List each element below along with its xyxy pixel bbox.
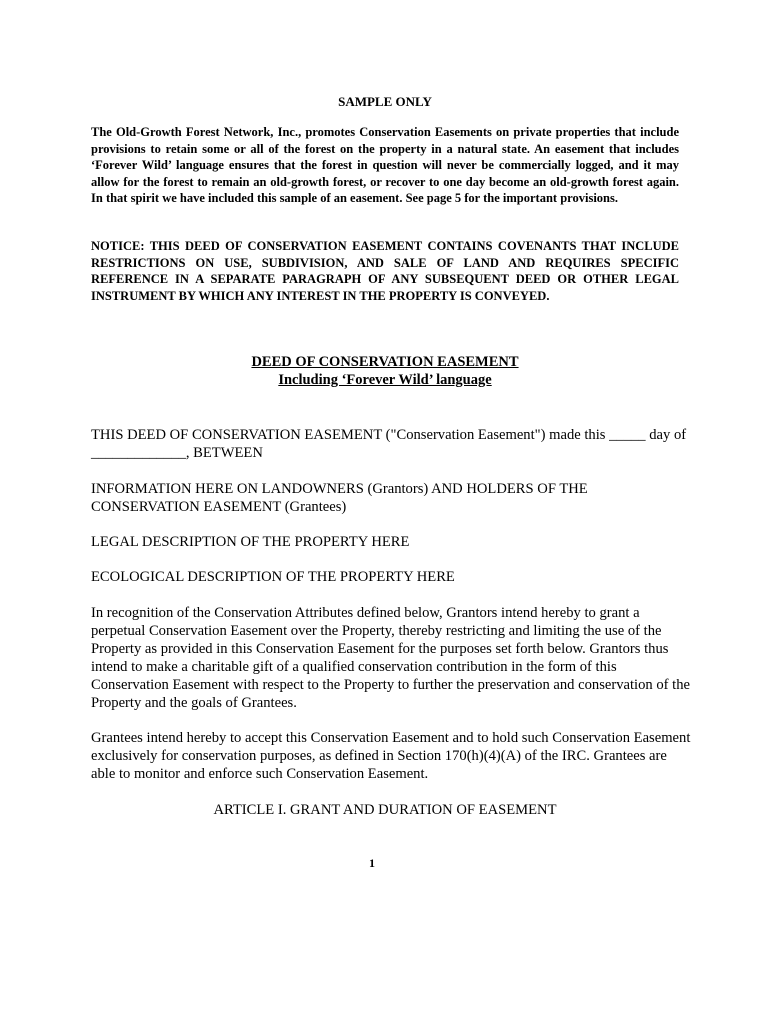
notice-paragraph: NOTICE: THIS DEED OF CONSERVATION EASEMENT CONTAINS COVENANTS THAT INCLUDE RESTRICTIONS ON USE, SUBDIVISION, AND SALE OF LAND AND REQUIRES SPECIFIC REFERENCE IN A SEPARATE PARAGRAPH OF ANY SUBSEQUENT DEED OR OTHER LEGAL INSTRUMENT BY WHICH ANY INTEREST IN THE PROPERTY IS CONVEYED.	[91, 239, 679, 303]
information-paragraph: INFORMATION HERE ON LANDOWNERS (Grantors) AND HOLDERS OF THE CONSERVATION EASEMENT (Grantees)	[91, 481, 588, 515]
recognition-paragraph: In recognition of the Conservation Attributes defined below, Grantors intend hereby to grant a perpetual Conservation Easement over the Property, thereby restricting and limiting the use of the Property as provided in this Conservation Easement for the purposes set forth below. Grantors thus intend to make a charitable gift of a qualified conservation contribution in the form of this Conservation Easement with respect to the Property to further the preservation and conservation of the Property and the goals of Grantees.	[91, 605, 690, 711]
deed-title: DEED OF CONSERVATION EASEMENT	[251, 354, 519, 370]
deed-subtitle: Including ‘Forever Wild’ language	[278, 372, 492, 388]
ecological-description-paragraph: ECOLOGICAL DESCRIPTION OF THE PROPERTY HERE	[91, 569, 455, 585]
page-number: 1	[369, 856, 375, 870]
this-deed-paragraph: THIS DEED OF CONSERVATION EASEMENT ("Conservation Easement") made this _____ day of _____________, BETWEEN	[91, 427, 687, 461]
legal-description-paragraph: LEGAL DESCRIPTION OF THE PROPERTY HERE	[91, 534, 410, 550]
intro-paragraph: The Old-Growth Forest Network, Inc., promotes Conservation Easements on private properties that include provisions to retain some or all of the forest on the property in a natural state. An easement that includes ‘Forever Wild’ language ensures that the forest in question will never be commercially logged, and it may allow for the forest to remain an old-growth forest, or recover to one day become an old-growth forest again. In that spirit we have included this sample of an easement. See page 5 for the important provisions.	[91, 125, 679, 205]
article-heading: ARTICLE I. GRANT AND DURATION OF EASEMENT	[213, 802, 557, 818]
grantees-paragraph: Grantees intend hereby to accept this Conservation Easement and to hold such Conservation Easement exclusively for conservation purposes, as defined in Section 170(h)(4)(A) of the IRC. Grantees are able to monitor and enforce such Conservation Easement.	[91, 730, 691, 782]
sample-only-header: SAMPLE ONLY	[338, 94, 432, 109]
deed-title-block	[0, 353, 770, 389]
